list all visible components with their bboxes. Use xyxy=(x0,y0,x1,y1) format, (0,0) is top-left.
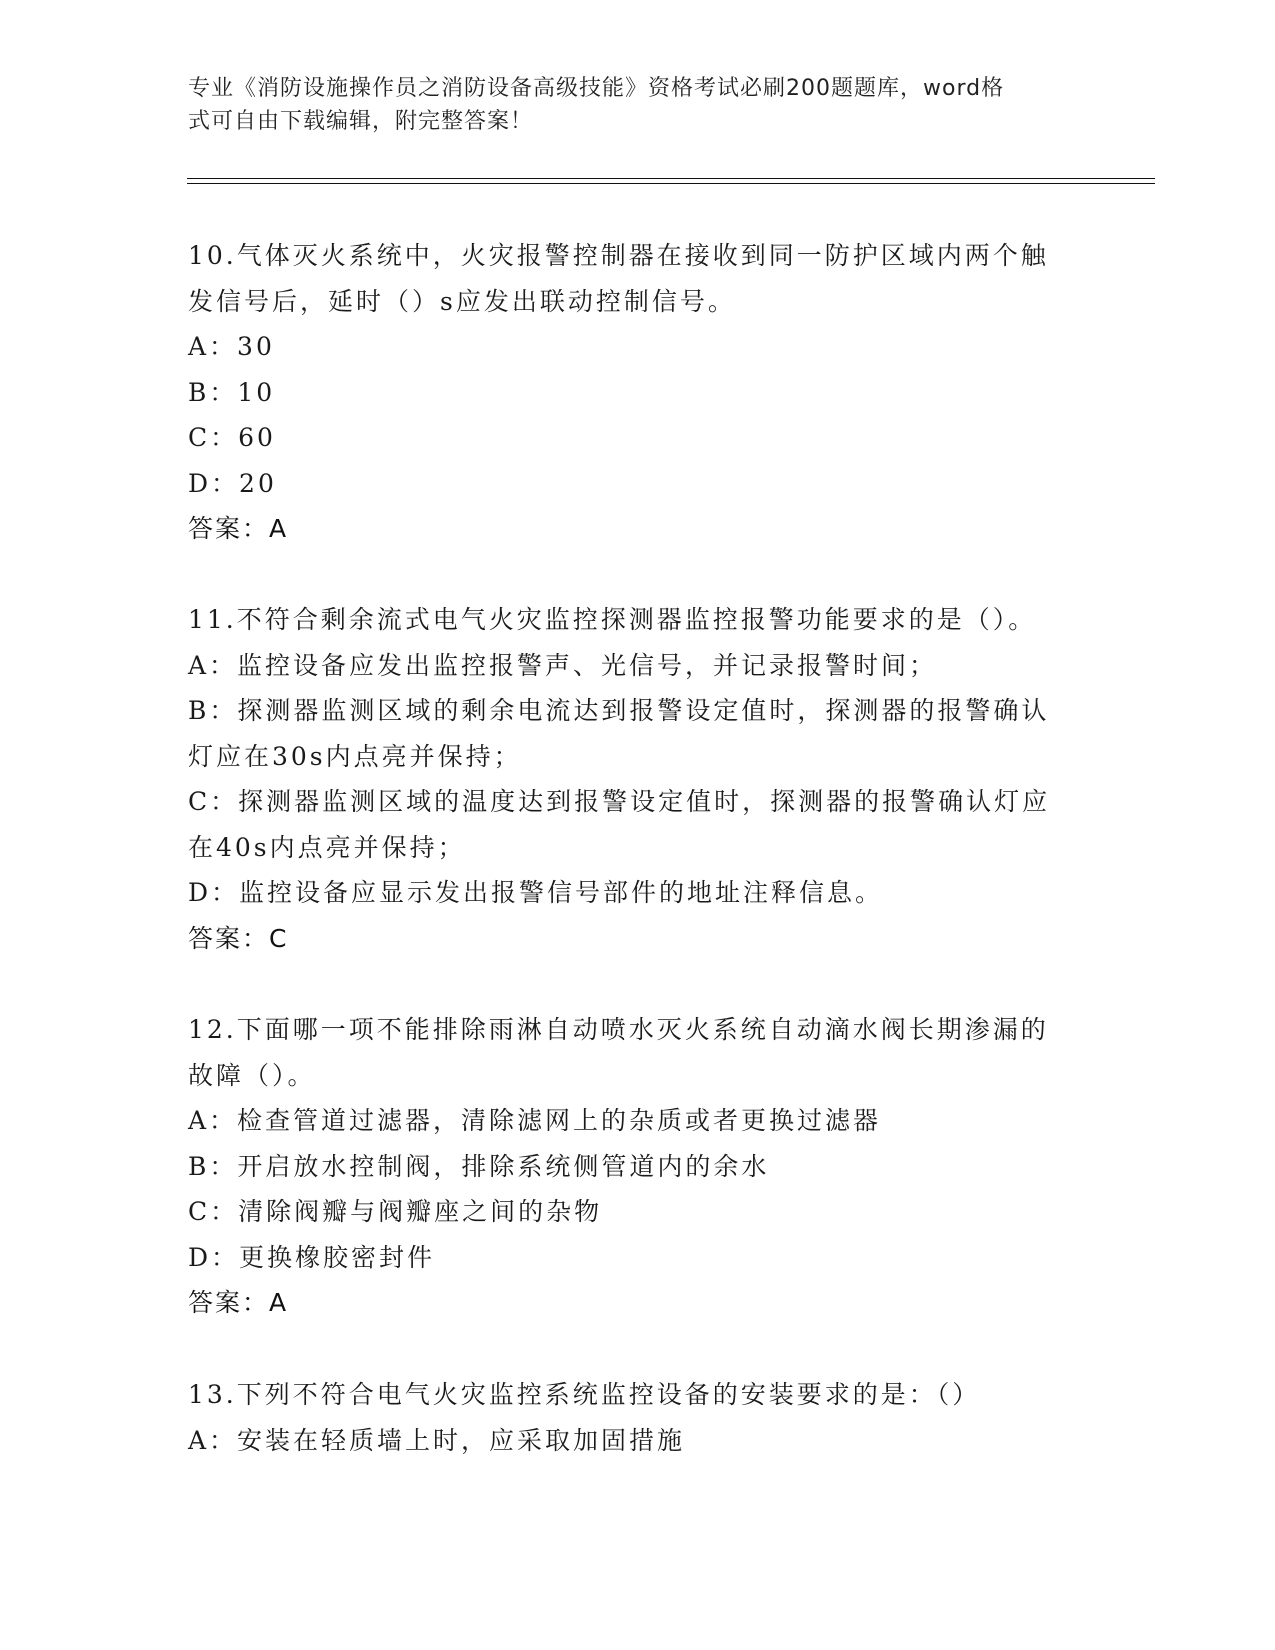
option-c: C：清除阀瓣与阀瓣座之间的杂物 xyxy=(188,1197,603,1226)
question-11 xyxy=(188,597,1078,961)
option-d: D：更换橡胶密封件 xyxy=(188,1242,436,1272)
question-12 xyxy=(188,1007,1078,1326)
document-header xyxy=(188,72,1068,138)
question-stem-line: 10.气体灭火系统中，火灾报警控制器在接收到同一防护区域内两个触 xyxy=(188,241,1049,270)
question-10 xyxy=(188,233,1078,552)
option-a: A：监控设备应发出监控报警声、光信号，并记录报警时间； xyxy=(188,650,938,680)
option-c-continued: 在40s内点亮并保持； xyxy=(188,832,466,862)
option-b: B：开启放水控制阀，排除系统侧管道内的余水 xyxy=(188,1151,770,1181)
answer-line xyxy=(188,506,1078,552)
option-b: B：探测器监测区域的剩余电流达到报警设定值时，探测器的报警确认 xyxy=(188,696,1050,725)
answer-label: 答案： xyxy=(188,923,270,953)
question-13 xyxy=(188,1372,1078,1463)
answer-label: 答案： xyxy=(188,1288,270,1317)
question-stem-line: 13.下列不符合电气火灾监控系统监控设备的安装要求的是：（） xyxy=(188,1380,981,1409)
question-stem-line: 故障（）。 xyxy=(188,1060,316,1090)
answer-line xyxy=(188,916,1078,962)
option-b-continued: 灯应在30s内点亮并保持； xyxy=(188,741,522,771)
option-c: C：探测器监测区域的温度达到报警设定值时，探测器的报警确认灯应 xyxy=(188,787,1051,816)
option-d: D：监控设备应显示发出报警信号部件的地址注释信息。 xyxy=(188,878,884,907)
option-c: C：60 xyxy=(188,423,276,452)
header-line-1: 专业《消防设施操作员之消防设备高级技能》资格考试必刷200题题库，word格 xyxy=(188,76,1005,101)
option-a: A：30 xyxy=(188,332,275,361)
question-stem-line: 发信号后，延时（）s应发出联动控制信号。 xyxy=(188,286,736,316)
answer-line xyxy=(188,1280,1078,1326)
question-stem-line: 11.不符合剩余流式电气火灾监控探测器监控报警功能要求的是（）。 xyxy=(188,605,1037,634)
option-d: D：20 xyxy=(188,468,277,498)
answer-value: A xyxy=(269,1288,289,1317)
header-divider-bottom xyxy=(187,183,1155,184)
answer-label: 答案： xyxy=(188,514,270,543)
answer-value: C xyxy=(269,923,289,953)
question-stem-line: 12.下面哪一项不能排除雨淋自动喷水灭火系统自动滴水阀长期渗漏的 xyxy=(188,1015,1049,1044)
answer-value: A xyxy=(269,514,289,543)
header-divider-top xyxy=(187,178,1155,179)
option-a: A：安装在轻质墙上时，应采取加固措施 xyxy=(188,1425,686,1455)
option-a: A：检查管道过滤器，清除滤网上的杂质或者更换过滤器 xyxy=(188,1106,882,1135)
option-b: B：10 xyxy=(188,377,276,407)
header-line-2: 式可自由下载编辑，附完整答案！ xyxy=(188,109,534,134)
